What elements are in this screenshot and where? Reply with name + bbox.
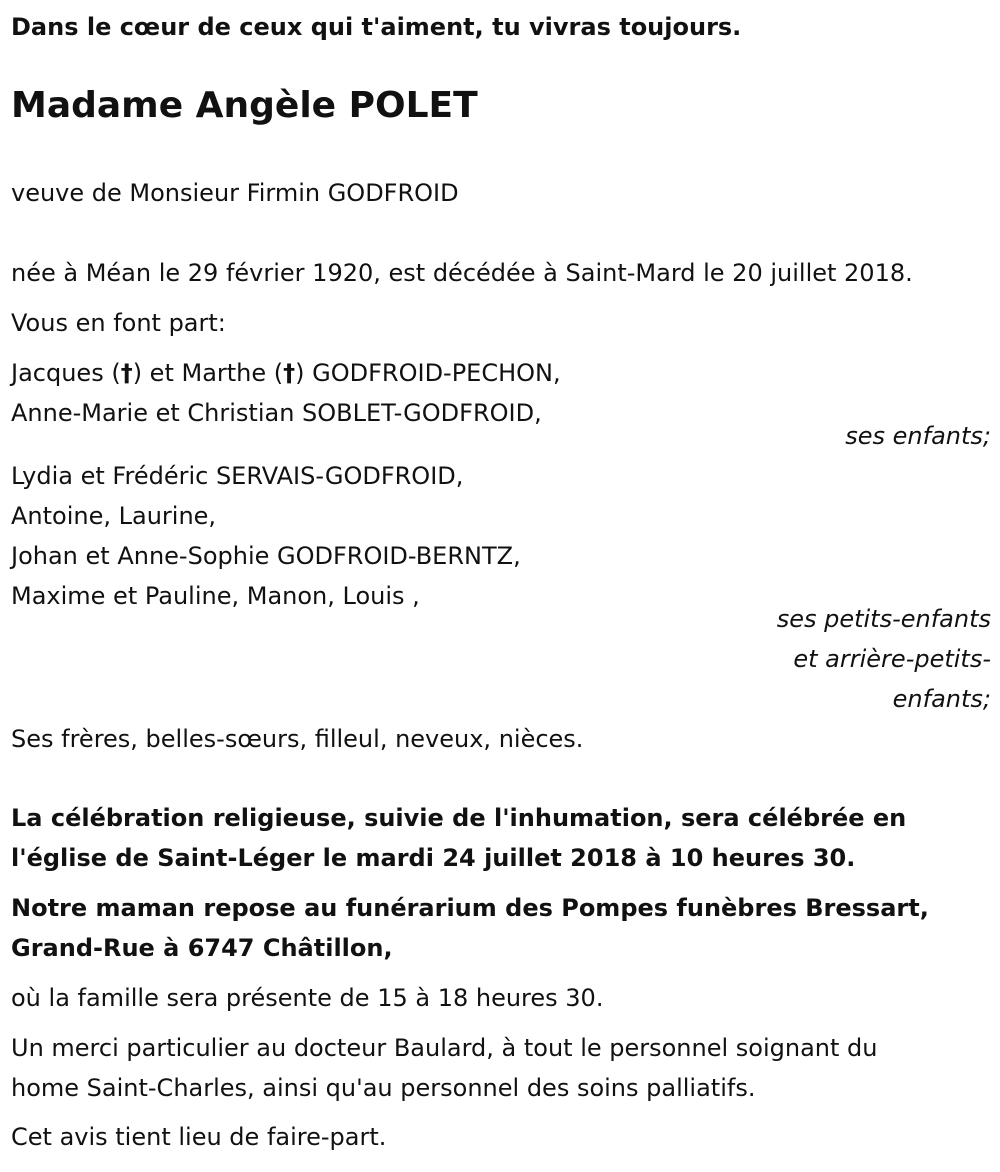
birth-death: née à Méan le 29 février 1920, est décédée à Saint-Mard le 20 juillet 2018. [11, 259, 913, 287]
children-text-c: ) GODFROID-PECHON, [295, 359, 561, 387]
thanks-line: home Saint-Charles, ainsi qu'au personnel des soins palliatifs. [11, 1074, 756, 1102]
deceased-name: Madame Angèle POLET [11, 85, 478, 126]
children-text-a: Jacques ( [11, 359, 121, 387]
grandchildren-line: Lydia et Frédéric SERVAIS-GODFROID, [11, 462, 464, 490]
thanks-line: Un merci particulier au docteur Baulard, à tout le personnel soignant du [11, 1034, 878, 1062]
grandchildren-line: Johan et Anne-Sophie GODFROID-BERNTZ, [11, 542, 521, 570]
children-line-2: Anne-Marie et Christian SOBLET-GODFROID, [11, 399, 542, 427]
grandchildren-line: Antoine, Laurine, [11, 502, 217, 530]
announce: Vous en font part: [11, 309, 226, 337]
grandchildren-role-line: enfants; [892, 685, 991, 713]
cross-icon: † [283, 359, 296, 387]
funerarium-line: Notre maman repose au funérarium des Pompes funèbres Bressart, [11, 894, 929, 922]
children-text-b: ) et Marthe ( [132, 359, 284, 387]
children-role: ses enfants; [845, 422, 991, 450]
cross-icon: † [120, 359, 133, 387]
family-presence: où la famille sera présente de 15 à 18 heures 30. [11, 984, 604, 1012]
grandchildren-role-line: et arrière-petits- [793, 645, 991, 673]
children-line-1 [11, 358, 561, 388]
relatives: Ses frères, belles-sœurs, filleul, neveux, nièces. [11, 725, 584, 753]
widow-of: veuve de Monsieur Firmin GODFROID [11, 179, 459, 207]
epigraph: Dans le cœur de ceux qui t'aiment, tu vivras toujours. [11, 13, 742, 41]
closing: Cet avis tient lieu de faire-part. [11, 1123, 387, 1151]
ceremony-line: l'église de Saint-Léger le mardi 24 juillet 2018 à 10 heures 30. [11, 844, 856, 872]
grandchildren-role-line: ses petits-enfants [776, 605, 991, 633]
funerarium-line: Grand-Rue à 6747 Châtillon, [11, 934, 393, 962]
grandchildren-line: Maxime et Pauline, Manon, Louis , [11, 582, 420, 610]
ceremony-line: La célébration religieuse, suivie de l'inhumation, sera célébrée en [11, 804, 907, 832]
